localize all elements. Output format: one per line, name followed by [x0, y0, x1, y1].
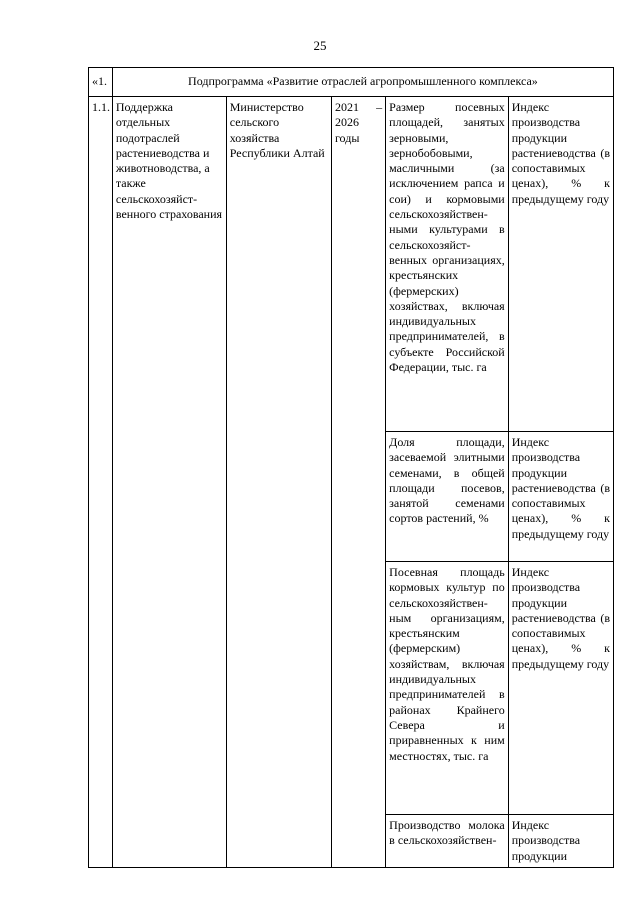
- subprogram-number: «1.: [89, 68, 113, 97]
- indicator-target: Индекс производства продукции растениеводства (в сопоставимых ценах), % к предыдущему году: [508, 432, 613, 562]
- indicator-result: Доля площади, засеваемой элитными семенами, в общей площади посевов, занятой семенами сортов растений, %: [386, 432, 509, 562]
- period-unit: годы: [334, 130, 360, 145]
- subprogram-title: Подпрограмма «Развитие отраслей агропромышленного комплекса»: [112, 68, 613, 97]
- indicator-target: Индекс производства продукции: [508, 815, 613, 868]
- indicator-target: Индекс производства продукции растениеводства (в сопоставимых ценах), % к предыдущему году: [508, 97, 613, 432]
- indicator-result: Размер посевных площадей, занятых зерновыми, зернобобовыми, масличными (за исключением рапса и сои) и кормовыми сельскохозяйствен-ными культурами в сельскохозяйст-венных организациях, крестьянских (фермерских) хозяйствах, включая индивидуальных предпринимателей, в субъекте Российской Федерации, тыс. га: [386, 97, 509, 432]
- period-start: 2021: [334, 100, 359, 114]
- executor: Министерство сельского хозяйства Республики Алтай: [226, 97, 331, 868]
- subprogram-row: [89, 68, 614, 97]
- program-table: [88, 67, 614, 868]
- period-dash: –: [376, 100, 383, 114]
- period-end: 2026: [334, 115, 359, 130]
- measure-number: 1.1.: [89, 97, 113, 868]
- implementation-period: [331, 97, 385, 868]
- measure-name: Поддержка отдельных подотраслей растениеводства и животноводства, а также сельскохозяйст-венного страхования: [112, 97, 226, 868]
- indicator-row: [89, 97, 614, 432]
- indicator-result: Посевная площадь кормовых культур по сельскохозяйствен-ным организациям, крестьянским (фермерским) хозяйствам, включая индивидуальных предпринимателей в районах Крайнего Севера и приравненных к ним местностях, тыс. га: [386, 562, 509, 815]
- page-number: 25: [313, 38, 327, 53]
- indicator-result: Производство молока в сельскохозяйствен-: [386, 815, 509, 868]
- indicator-target: Индекс производства продукции растениеводства (в сопоставимых ценах), % к предыдущему году: [508, 562, 613, 815]
